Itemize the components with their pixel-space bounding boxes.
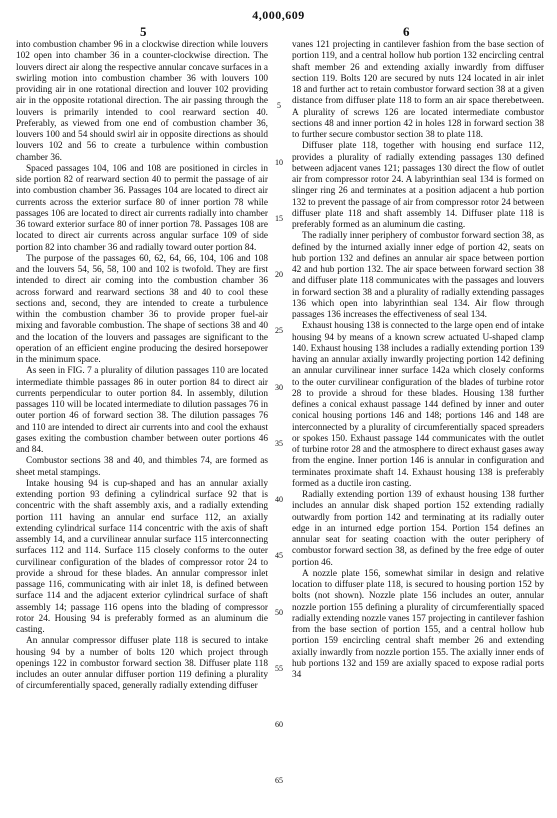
line-number: 40 [275, 495, 283, 504]
paragraph: Radially extending portion 139 of exhaust housing 138 further includes an annular disk shaped portion 152 extending radially outwardly from portion 142 and terminating at its radially outer edge in an inturned edge portion 154. Portion 154 defines an annular seat for seating coaction with the outer periphery of combustor forward section 38, as defined by the free edge of outer portion 46. [292, 490, 544, 568]
line-number: 55 [275, 664, 283, 673]
left-column [16, 40, 268, 693]
paragraph: Diffuser plate 118, together with housing end surface 112, provides a plurality of radially extending passages 130 defined between adjacent vanes 121; passages 130 direct the flow of outlet air from compressor rotor 24. A labyrinthian seal 134 is formed on slinger ring 26 and terminates at a position adjacent a hub portion 132 to prevent the passage of air from compressor rotor 24 between diffuser plate 118 and shaft assembly 14. Diffuser plate 118 is preferably formed as an aluminum die casting. [292, 141, 544, 230]
paragraph: Exhaust housing 138 is connected to the large open end of intake housing 94 by means of a known screw actuated U-shaped clamp 140. Exhaust housing 138 includes a radially extending portion 139 having an annular axially inwardly projecting portion 142 defining an annular curvilinear inner surface 142a which closely conforms to the outer curvilinear configuration of the blades of turbine rotor 28 to provide a shroud for these blades. Housing 138 further defines a conical exhaust passage 144 defined by inner and outer conical housing portions 146 and 148; portions 146 and 148 are interconnected by a plurality of circumferentially spaced spreaders or spokes 150. Exhaust passage 144 communicates with the outlet of turbine rotor 28 and the atmosphere to direct exhaust gases away from the engine. Inner portion 146 is annular in configuration and terminates proximate shaft 14. Exhaust housing 138 is preferably formed as a ductile iron casting. [292, 321, 544, 489]
line-number: 25 [275, 326, 283, 335]
line-number: 60 [275, 720, 283, 729]
paragraph: An annular compressor diffuser plate 118 is secured to intake housing 94 by a number of bolts 120 which project through openings 122 in combustor forward section 38. Diffuser plate 118 includes an outer annular diffuser portion 119 defining a plurality of circumferentially spaced, generally radially extending diffuser [16, 636, 268, 692]
paragraph: Combustor sections 38 and 40, and thimbles 74, are formed as sheet metal stampings. [16, 456, 268, 478]
line-number: 35 [275, 439, 283, 448]
right-column-number: 6 [403, 24, 410, 39]
paragraph: vanes 121 projecting in cantilever fashion from the base section of portion 119, and a central hollow hub portion 132 encircling central shaft member 26 and extending axially inwardly from diffuser section 119. Bolts 120 are secured by nuts 124 located in air inlet 18 and further act to retain combustor forward section 38 at a given distance from diffuser plate 118 to form an air space therebetween. A plurality of screws 126 are located intermediate combustor sections 48 and inner portion 42 in holes 128 in forward section 38 to further secure combustor section 38 to plate 118. [292, 40, 544, 140]
line-number: 15 [275, 214, 283, 223]
patent-number: 4,000,609 [252, 8, 305, 22]
line-number: 20 [275, 270, 283, 279]
paragraph: The purpose of the passages 60, 62, 64, 66, 104, 106 and 108 and the louvers 54, 56, 58, 100 and 102 is twofold. They are first intended to direct air coming into the combustion chamber 36 across forward and rearward sections 38 and 40 to cool these sections and, second, they are intended to create a turbulence within the combustion chamber 36 to provide proper fuel-air mixing and favorable combustion. The shape of sections 38 and 40 and the location of the louvers and passages are significant to the operation of an efficient engine producing the desired horsepower in the minimum space. [16, 253, 268, 365]
paragraph: The radially inner periphery of combustor forward section 38, as defined by the inturned axially inner edge of portion 42, seats on hub portion 132 and defines an annular air space between portion 42 and hub portion 132. The air space between forward section 38 and diffuser plate 118 communicates with the passages and louvers in forward section 38 and a plurality of radially extending passages 136 which open into labyrinthian seal 134. Air flow through passages 136 increases the effectiveness of seal 134. [292, 231, 544, 320]
right-column [292, 40, 544, 681]
line-number: 65 [275, 776, 283, 785]
paragraph: As seen in FIG. 7 a plurality of dilution passages 110 are located intermediate thimble passages 86 in outer portion 84 to direct air currents perpendicular to outer portion 84. In assembly, dilution passages 110 will be located intermediate to dilution passages 76 in outer portion 46 of forward section 38. The dilution passages 76 and 110 are intended to direct air currents into and cool the exhaust gases exiting the combustion chamber between outer portions 46 and 84. [16, 366, 268, 455]
paragraph: into combustion chamber 96 in a clockwise direction while louvers 102 open into chamber 36 in a counter-clockwise direction. The louvers direct air along the respective annular concave surfaces in a swirling motion into combustion chamber 36 with louvers 100 providing air in one rotational direction and louver 102 providing air in the opposite rotational direction. The air passing through the louvers is primarily intended to cool rearward section 40. Preferably, as viewed from one end of combustion chamber 36, louvers 100 and 54 should swirl air in opposite directions as should louvers 102 and 56 to create a turbulence within combustion chamber 36. [16, 40, 268, 163]
paragraph: Spaced passages 104, 106 and 108 are positioned in circles in side portion 82 of rearward section 40 to permit the passage of air into combustion chamber 36. Passages 104 are located to direct air currents across the exterior surface 80 of inner portion 78 while passages 106 are located to direct air currents radially into chamber 36 toward exterior surface 80 of inner portion 78. Passages 108 are located to direct air currents across angular surface 109 of side portion 82 into chamber 36 and radially toward outer portion 84. [16, 163, 268, 253]
line-number: 45 [275, 551, 283, 560]
left-column-number: 5 [140, 24, 147, 39]
line-number: 5 [277, 101, 281, 110]
line-number: 50 [275, 608, 283, 617]
paragraph: Intake housing 94 is cup-shaped and has an annular axially extending portion 93 defining a cylindrical surface 92 that is concentric with the shaft assembly axis, and a radially extending portion 111 having an annular end surface 112, an axially extending cylindrical surface 114 concentric with the axis of shaft assembly 14, and a curvilinear annular surface 115 interconnecting surfaces 112 and 114. Surface 115 closely conforms to the outer curvilinear configuration of the blades of compressor rotor 24 to provide a shroud for these blades. An annular compressor inlet passage 116, communicating with air inlet 18, is defined between surface 114 and the adjacent exterior cylindrical surface of shaft assembly 14; passage 116 opens into the blading of compressor rotor 24. Housing 94 is preferably formed as an aluminum die casting. [16, 478, 268, 635]
line-number: 10 [275, 158, 283, 167]
line-number: 30 [275, 383, 283, 392]
paragraph: A nozzle plate 156, somewhat similar in design and relative location to diffuser plate 118, is secured to housing portion 152 by bolts (not shown). Nozzle plate 156 includes an outer, annular nozzle portion 155 defining a plurality of circumferentially spaced radially extending nozzle vanes 157 projecting in cantilever fashion from the base section of portion 155, and a central hollow hub portion 159 encircling central shaft member 26 and extending axially inwardly from nozzle portion 155. The axially inner ends of hub portions 132 and 159 are axially spaced to expose radial ports 34 [292, 568, 544, 680]
